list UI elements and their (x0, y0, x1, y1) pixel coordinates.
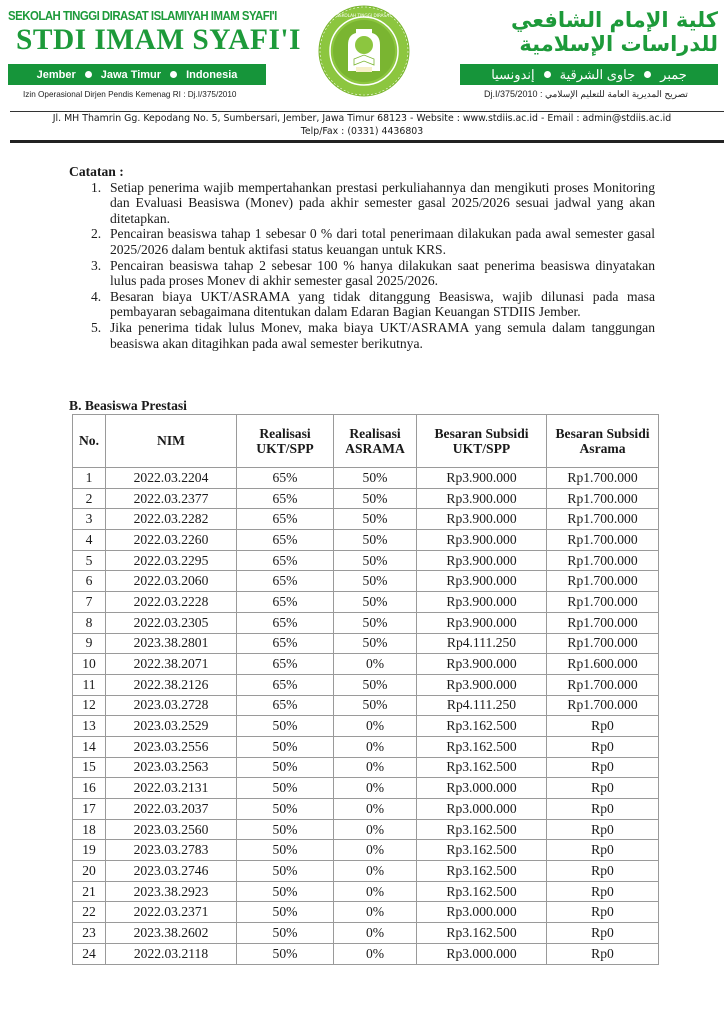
note-text: Pencairan beasiswa tahap 2 sebesar 100 % hanya dilakukan saat penerima beasiswa dinyatakan lulus pada proses Monev di akhir semester gasal 2025/2026. (110, 257, 655, 289)
cell-subsidi-ukt: Rp3.162.500 (417, 923, 547, 944)
note-item (91, 320, 655, 351)
cell-realisasi-ukt: 50% (237, 861, 334, 882)
cell-subsidi-ukt: Rp3.000.000 (417, 778, 547, 799)
cell-subsidi-ukt: Rp3.900.000 (417, 654, 547, 675)
cell-realisasi-asrama: 0% (334, 736, 417, 757)
cell-subsidi-ukt: Rp3.162.500 (417, 840, 547, 861)
cell-no: 15 (73, 757, 106, 778)
cell-nim: 2022.03.2371 (106, 902, 237, 923)
note-text: Besaran biaya UKT/ASRAMA yang tidak ditanggung Beasiswa, wajib dilunasi pada masa pembayaran sebagaimana ditentukan dalam Edaran Bagian Keuangan STDIIS Jember. (110, 288, 655, 320)
cell-no: 19 (73, 840, 106, 861)
cell-subsidi-ukt: Rp3.900.000 (417, 509, 547, 530)
bullet-dot-icon (170, 71, 177, 78)
arabic-title-line1: كلية الإمام الشافعي (510, 8, 718, 32)
column-header-subsidi-ukt: Besaran Subsidi UKT/SPP (417, 415, 547, 468)
cell-realisasi-ukt: 50% (237, 923, 334, 944)
cell-subsidi-ukt: Rp3.162.500 (417, 881, 547, 902)
cell-no: 10 (73, 654, 106, 675)
cell-realisasi-asrama: 0% (334, 923, 417, 944)
cell-subsidi-ukt: Rp3.000.000 (417, 902, 547, 923)
table-row (73, 819, 659, 840)
cell-nim: 2022.03.2377 (106, 488, 237, 509)
license-latin: Izin Operasional Dirjen Pendis Kemenag RI : Dj.I/375/2010 (23, 90, 237, 99)
note-number: 2. (91, 226, 102, 242)
location-bar-arabic (460, 64, 718, 85)
notes-title: Catatan : (69, 164, 124, 179)
cell-no: 9 (73, 633, 106, 654)
cell-realisasi-ukt: 50% (237, 819, 334, 840)
cell-realisasi-asrama: 0% (334, 799, 417, 820)
cell-subsidi-asrama: Rp0 (547, 861, 659, 882)
cell-realisasi-asrama: 0% (334, 902, 417, 923)
cell-subsidi-ukt: Rp3.900.000 (417, 674, 547, 695)
cell-subsidi-ukt: Rp3.900.000 (417, 612, 547, 633)
cell-no: 5 (73, 550, 106, 571)
header-divider-thick (10, 140, 724, 143)
note-item (91, 180, 655, 227)
cell-realisasi-ukt: 65% (237, 488, 334, 509)
cell-subsidi-asrama: Rp0 (547, 757, 659, 778)
cell-no: 1 (73, 468, 106, 489)
table-row (73, 550, 659, 571)
table-header-row (73, 415, 659, 468)
note-text: Jika penerima tidak lulus Monev, maka biaya UKT/ASRAMA yang semula dalam tanggungan beasiswa akan ditagihkan pada awal semester berikutnya. (110, 319, 655, 351)
cell-realisasi-ukt: 65% (237, 592, 334, 613)
cell-subsidi-ukt: Rp3.162.500 (417, 736, 547, 757)
cell-realisasi-asrama: 50% (334, 530, 417, 551)
cell-realisasi-ukt: 65% (237, 654, 334, 675)
cell-realisasi-ukt: 65% (237, 674, 334, 695)
location-country-arabic: إندونسيا (491, 66, 535, 82)
arabic-title-line2: للدراسات الإسلامية (519, 32, 718, 56)
column-header-nim: NIM (106, 415, 237, 468)
location-province-arabic: جاوى الشرقية (559, 66, 636, 82)
cell-realisasi-ukt: 50% (237, 757, 334, 778)
table-row (73, 674, 659, 695)
cell-realisasi-asrama: 50% (334, 633, 417, 654)
table-row (73, 799, 659, 820)
cell-nim: 2022.03.2037 (106, 799, 237, 820)
note-number: 4. (91, 288, 102, 304)
table-row (73, 943, 659, 964)
letterhead-left (8, 8, 301, 56)
cell-realisasi-asrama: 0% (334, 654, 417, 675)
cell-nim: 2022.03.2118 (106, 943, 237, 964)
table-row (73, 902, 659, 923)
cell-subsidi-ukt: Rp3.162.500 (417, 861, 547, 882)
cell-realisasi-asrama: 0% (334, 716, 417, 737)
notes-list (91, 180, 655, 352)
cell-nim: 2023.38.2602 (106, 923, 237, 944)
cell-no: 21 (73, 881, 106, 902)
cell-nim: 2022.03.2282 (106, 509, 237, 530)
cell-no: 4 (73, 530, 106, 551)
cell-nim: 2023.03.2560 (106, 819, 237, 840)
cell-realisasi-ukt: 65% (237, 550, 334, 571)
cell-subsidi-asrama: Rp0 (547, 716, 659, 737)
cell-realisasi-ukt: 65% (237, 571, 334, 592)
institution-short-name: STDI IMAM SYAFI'I (16, 23, 301, 56)
table-row (73, 488, 659, 509)
cell-no: 18 (73, 819, 106, 840)
cell-subsidi-ukt: Rp3.900.000 (417, 571, 547, 592)
cell-subsidi-ukt: Rp3.900.000 (417, 488, 547, 509)
cell-realisasi-ukt: 50% (237, 943, 334, 964)
table-row (73, 509, 659, 530)
cell-subsidi-asrama: Rp0 (547, 799, 659, 820)
cell-realisasi-asrama: 0% (334, 861, 417, 882)
cell-nim: 2023.03.2783 (106, 840, 237, 861)
cell-realisasi-asrama: 50% (334, 695, 417, 716)
cell-nim: 2023.38.2801 (106, 633, 237, 654)
cell-realisasi-ukt: 50% (237, 840, 334, 861)
note-number: 5. (91, 319, 102, 335)
column-header-no: No. (73, 415, 106, 468)
cell-nim: 2022.03.2228 (106, 592, 237, 613)
cell-subsidi-asrama: Rp1.700.000 (547, 530, 659, 551)
note-item (91, 226, 655, 257)
table-row (73, 633, 659, 654)
location-province: Jawa Timur (100, 68, 162, 81)
cell-subsidi-ukt: Rp3.162.500 (417, 757, 547, 778)
cell-no: 12 (73, 695, 106, 716)
cell-subsidi-ukt: Rp3.900.000 (417, 592, 547, 613)
location-country: Indonesia (186, 68, 238, 81)
cell-subsidi-asrama: Rp1.700.000 (547, 592, 659, 613)
cell-realisasi-asrama: 0% (334, 819, 417, 840)
table-row (73, 923, 659, 944)
cell-subsidi-asrama: Rp0 (547, 902, 659, 923)
note-text: Setiap penerima wajib mempertahankan prestasi perkuliahannya dan mengikuti proses Monitoring dan Evaluasi Beasiswa (Monev) pada akhir semester gasal 2025/2026 sesuai jadwal yang akan ditetapkan. (110, 179, 655, 226)
note-number: 1. (91, 179, 102, 195)
cell-subsidi-ukt: Rp3.162.500 (417, 819, 547, 840)
cell-subsidi-ukt: Rp4.111.250 (417, 695, 547, 716)
cell-nim: 2022.03.2295 (106, 550, 237, 571)
cell-subsidi-asrama: Rp1.700.000 (547, 550, 659, 571)
cell-no: 11 (73, 674, 106, 695)
cell-realisasi-asrama: 50% (334, 468, 417, 489)
notes-section (69, 164, 655, 351)
cell-subsidi-asrama: Rp1.700.000 (547, 633, 659, 654)
note-item (91, 258, 655, 289)
cell-subsidi-ukt: Rp3.900.000 (417, 530, 547, 551)
table-row (73, 592, 659, 613)
cell-subsidi-asrama: Rp1.700.000 (547, 571, 659, 592)
column-header-realisasi-asrama: Realisasi ASRAMA (334, 415, 417, 468)
bullet-dot-icon (85, 71, 92, 78)
cell-no: 3 (73, 509, 106, 530)
table-row (73, 571, 659, 592)
cell-realisasi-ukt: 50% (237, 778, 334, 799)
table-row (73, 654, 659, 675)
cell-realisasi-asrama: 0% (334, 881, 417, 902)
note-text: Pencairan beasiswa tahap 1 sebesar 0 % dari total penerimaan dilakukan pada awal semester gasal 2025/2026 dalam bentuk aktifasi status keuangan untuk KRS. (110, 226, 655, 257)
cell-nim: 2022.03.2060 (106, 571, 237, 592)
table-row (73, 530, 659, 551)
cell-subsidi-ukt: Rp4.111.250 (417, 633, 547, 654)
cell-nim: 2022.03.2204 (106, 468, 237, 489)
cell-no: 14 (73, 736, 106, 757)
cell-no: 2 (73, 488, 106, 509)
svg-text:SEKOLAH TINGGI DIRASAT: SEKOLAH TINGGI DIRASAT (336, 13, 392, 18)
cell-nim: 2023.03.2746 (106, 861, 237, 882)
cell-nim: 2022.38.2071 (106, 654, 237, 675)
cell-subsidi-asrama: Rp1.700.000 (547, 612, 659, 633)
cell-no: 13 (73, 716, 106, 737)
cell-subsidi-asrama: Rp1.700.000 (547, 509, 659, 530)
institution-logo-icon (318, 5, 410, 97)
cell-realisasi-asrama: 50% (334, 488, 417, 509)
table-row (73, 778, 659, 799)
address-line: Jl. MH Thamrin Gg. Kepodang No. 5, Sumbersari, Jember, Jawa Timur 68123 - Website : www.stdiis.ac.id - Email : admin@stdiis.ac.id (52, 113, 672, 124)
cell-no: 24 (73, 943, 106, 964)
cell-realisasi-ukt: 50% (237, 881, 334, 902)
cell-no: 16 (73, 778, 106, 799)
cell-realisasi-asrama: 50% (334, 674, 417, 695)
cell-subsidi-asrama: Rp0 (547, 881, 659, 902)
table-body (73, 468, 659, 965)
cell-realisasi-ukt: 65% (237, 509, 334, 530)
cell-realisasi-ukt: 65% (237, 633, 334, 654)
cell-nim: 2023.03.2529 (106, 716, 237, 737)
scholarship-table (72, 414, 659, 965)
table-row (73, 468, 659, 489)
column-header-realisasi-ukt: Realisasi UKT/SPP (237, 415, 334, 468)
note-item (91, 289, 655, 320)
cell-realisasi-ukt: 65% (237, 468, 334, 489)
cell-nim: 2022.03.2131 (106, 778, 237, 799)
bullet-dot-icon (644, 71, 651, 78)
cell-realisasi-asrama: 50% (334, 592, 417, 613)
cell-nim: 2022.03.2305 (106, 612, 237, 633)
cell-subsidi-ukt: Rp3.000.000 (417, 943, 547, 964)
table-row (73, 695, 659, 716)
cell-nim: 2023.38.2923 (106, 881, 237, 902)
cell-subsidi-asrama: Rp1.600.000 (547, 654, 659, 675)
location-bar-latin (8, 64, 266, 85)
cell-no: 8 (73, 612, 106, 633)
table-row (73, 757, 659, 778)
table-row (73, 861, 659, 882)
cell-realisasi-asrama: 0% (334, 778, 417, 799)
cell-subsidi-ukt: Rp3.900.000 (417, 468, 547, 489)
cell-subsidi-ukt: Rp3.900.000 (417, 550, 547, 571)
table-row (73, 840, 659, 861)
note-number: 3. (91, 257, 102, 273)
cell-realisasi-asrama: 50% (334, 571, 417, 592)
cell-nim: 2023.03.2728 (106, 695, 237, 716)
cell-realisasi-ukt: 50% (237, 902, 334, 923)
header-divider-thin (10, 111, 724, 112)
license-arabic: تصريح المديرية العامة للتعليم الإسلامي : Dj.I/375/2010 (484, 89, 688, 99)
cell-realisasi-asrama: 0% (334, 757, 417, 778)
phone-fax-line: Telp/Fax : (0331) 4436803 (300, 126, 424, 137)
cell-realisasi-asrama: 50% (334, 612, 417, 633)
cell-subsidi-asrama: Rp1.700.000 (547, 695, 659, 716)
cell-realisasi-asrama: 0% (334, 840, 417, 861)
cell-nim: 2022.38.2126 (106, 674, 237, 695)
table-row (73, 716, 659, 737)
section-title: B. Beasiswa Prestasi (69, 398, 187, 413)
location-city-arabic: جمبر (660, 66, 687, 82)
cell-realisasi-ukt: 50% (237, 716, 334, 737)
column-header-subsidi-asrama: Besaran Subsidi Asrama (547, 415, 659, 468)
cell-subsidi-asrama: Rp0 (547, 778, 659, 799)
location-city: Jember (36, 68, 76, 81)
cell-subsidi-ukt: Rp3.000.000 (417, 799, 547, 820)
cell-realisasi-asrama: 0% (334, 943, 417, 964)
cell-no: 6 (73, 571, 106, 592)
letterhead-right (462, 8, 718, 56)
cell-subsidi-asrama: Rp1.700.000 (547, 468, 659, 489)
cell-no: 7 (73, 592, 106, 613)
cell-subsidi-asrama: Rp1.700.000 (547, 488, 659, 509)
cell-no: 20 (73, 861, 106, 882)
cell-nim: 2022.03.2260 (106, 530, 237, 551)
cell-realisasi-ukt: 65% (237, 530, 334, 551)
cell-subsidi-asrama: Rp0 (547, 840, 659, 861)
cell-subsidi-asrama: Rp1.700.000 (547, 674, 659, 695)
table-row (73, 612, 659, 633)
table-row (73, 736, 659, 757)
bullet-dot-icon (544, 71, 551, 78)
cell-subsidi-asrama: Rp0 (547, 943, 659, 964)
cell-realisasi-ukt: 50% (237, 736, 334, 757)
cell-no: 23 (73, 923, 106, 944)
cell-realisasi-asrama: 50% (334, 509, 417, 530)
cell-realisasi-ukt: 50% (237, 799, 334, 820)
institution-full-name: SEKOLAH TINGGI DIRASAT ISLAMIYAH IMAM SYAFI'I (8, 8, 277, 23)
cell-subsidi-asrama: Rp0 (547, 819, 659, 840)
table-row (73, 881, 659, 902)
cell-realisasi-ukt: 65% (237, 695, 334, 716)
cell-subsidi-asrama: Rp0 (547, 923, 659, 944)
cell-no: 22 (73, 902, 106, 923)
cell-subsidi-asrama: Rp0 (547, 736, 659, 757)
cell-subsidi-ukt: Rp3.162.500 (417, 716, 547, 737)
cell-nim: 2023.03.2556 (106, 736, 237, 757)
cell-realisasi-ukt: 65% (237, 612, 334, 633)
cell-no: 17 (73, 799, 106, 820)
cell-nim: 2023.03.2563 (106, 757, 237, 778)
cell-realisasi-asrama: 50% (334, 550, 417, 571)
